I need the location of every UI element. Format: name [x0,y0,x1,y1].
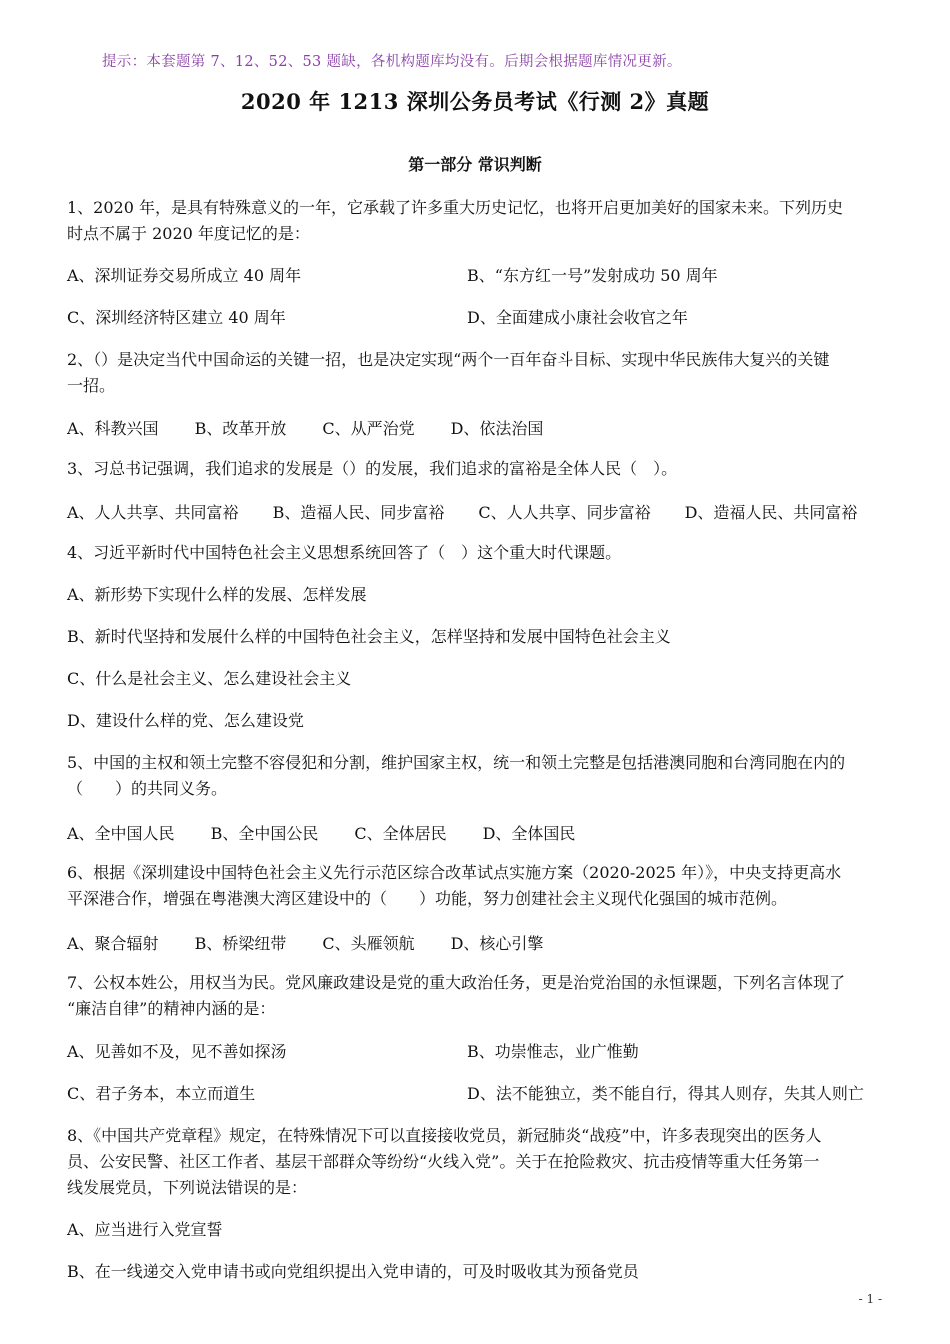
page-number: - 1 - [858,1292,882,1306]
question-4-option-d: D、建设什么样的党、怎么建设党 [67,711,304,730]
question-8-stem: 8、《中国共产党章程》规定，在特殊情况下可以直接接收党员，新冠肺炎“战疫”中，许多表现突出的医务人 [67,1126,822,1145]
question-6-option-c: C、头雁领航 [322,934,415,953]
question-7-option-b: B、功崇惟志，业广惟勤 [467,1042,639,1061]
question-2-option-a: A、科教兴国 [67,419,159,438]
question-7-option-a: A、见善如不及，见不善如探汤 [67,1042,287,1061]
section-heading: 第一部分 常识判断 [408,155,542,174]
question-1-option-d: D、全面建成小康社会收官之年 [467,308,688,327]
question-2-option-b: B、改革开放 [194,419,287,438]
page-title: 2020 年 1213 深圳公务员考试《行测 2》真题 [240,89,710,114]
question-6-option-a: A、聚合辐射 [67,934,159,953]
question-5-option-a: A、全中国人民 [67,824,175,843]
question-6-stem-cont: 平深港合作，增强在粤港澳大湾区建设中的（ ）功能，努力创建社会主义现代化强国的城市范例。 [67,889,788,908]
question-7-option-c: C、君子务本，本立而道生 [67,1084,256,1103]
question-5-options [67,821,611,844]
question-5-option-b: B、全中国公民 [210,824,319,843]
question-4-option-c: C、什么是社会主义、怎么建设社会主义 [67,669,352,688]
question-8-option-a: A、应当进行入党宣誓 [67,1220,223,1239]
question-8-stem-cont: 员、公安民警、社区工作者、基层干部群众等纷纷“火线入党”。关于在抢险救灾、抗击疫情等重大任务第一 [67,1152,820,1171]
question-5-stem-cont: （ ）的共同义务。 [67,779,228,798]
question-3-options [67,500,857,523]
question-4-stem: 4、习近平新时代中国特色社会主义思想系统回答了（ ）这个重大时代课题。 [67,543,622,562]
question-7-stem-cont: “廉洁自律”的精神内涵的是： [67,999,276,1018]
question-2-option-c: C、从严治党 [322,419,415,438]
question-3-stem: 3、习总书记强调，我们追求的发展是（）的发展，我们追求的富裕是全体人民（ ）。 [67,459,678,478]
question-5-stem: 5、中国的主权和领土完整不容侵犯和分割，维护国家主权，统一和领土完整是包括港澳同胞和台湾同胞在内的 [67,753,846,772]
question-4-option-b: B、新时代坚持和发展什么样的中国特色社会主义，怎样坚持和发展中国特色社会主义 [67,627,671,646]
question-6-stem: 6、根据《深圳建设中国特色社会主义先行示范区综合改革试点实施方案（2020-2025 年）》，中央支持更高水 [67,863,842,882]
question-1-option-a: A、深圳证券交易所成立 40 周年 [67,266,302,285]
question-1-stem: 1、2020 年，是具有特殊意义的一年，它承载了许多重大历史记忆，也将开启更加美好的国家未来。下列历史 [67,198,843,217]
question-1-option-b: B、“东方红一号”发射成功 50 周年 [467,266,718,285]
question-5-option-c: C、全体居民 [354,824,447,843]
question-7-stem: 7、公权本姓公，用权当为民。党风廉政建设是党的重大政治任务，更是治党治国的永恒课题，下列名言体现了 [67,973,846,992]
question-4-option-a: A、新形势下实现什么样的发展、怎样发展 [67,585,367,604]
question-6-option-d: D、核心引擎 [450,934,544,953]
question-2-options [67,416,579,439]
question-3-option-a: A、人人共享、共同富裕 [67,503,239,522]
question-2-option-d: D、依法治国 [450,419,544,438]
question-3-option-c: C、人人共享、同步富裕 [478,503,651,522]
question-7-option-d: D、法不能独立，类不能自行，得其人则存，失其人则亡 [467,1084,864,1103]
question-2-stem: 2、（）是决定当代中国命运的关键一招，也是决定实现“两个一百年奋斗目标、实现中华民族伟大复兴的关键 [67,350,830,369]
question-2-stem-cont: 一招。 [67,376,116,395]
question-6-options [67,931,579,954]
notice-text: 提示：本套题第 7、12、52、53 题缺，各机构题库均没有。后期会根据题库情况更新。 [102,54,682,70]
question-1-stem-cont: 时点不属于 2020 年度记忆的是： [67,224,310,243]
question-8-option-b: B、在一线递交入党申请书或向党组织提出入党申请的，可及时吸收其为预备党员 [67,1262,639,1281]
question-3-option-b: B、造福人民、同步富裕 [272,503,445,522]
question-3-option-d: D、造福人民、共同富裕 [684,503,858,522]
question-8-stem-cont-2: 线发展党员，下列说法错误的是： [67,1178,308,1197]
question-1-option-c: C、深圳经济特区建立 40 周年 [67,308,286,327]
question-5-option-d: D、全体国民 [482,824,576,843]
question-6-option-b: B、桥梁纽带 [194,934,287,953]
